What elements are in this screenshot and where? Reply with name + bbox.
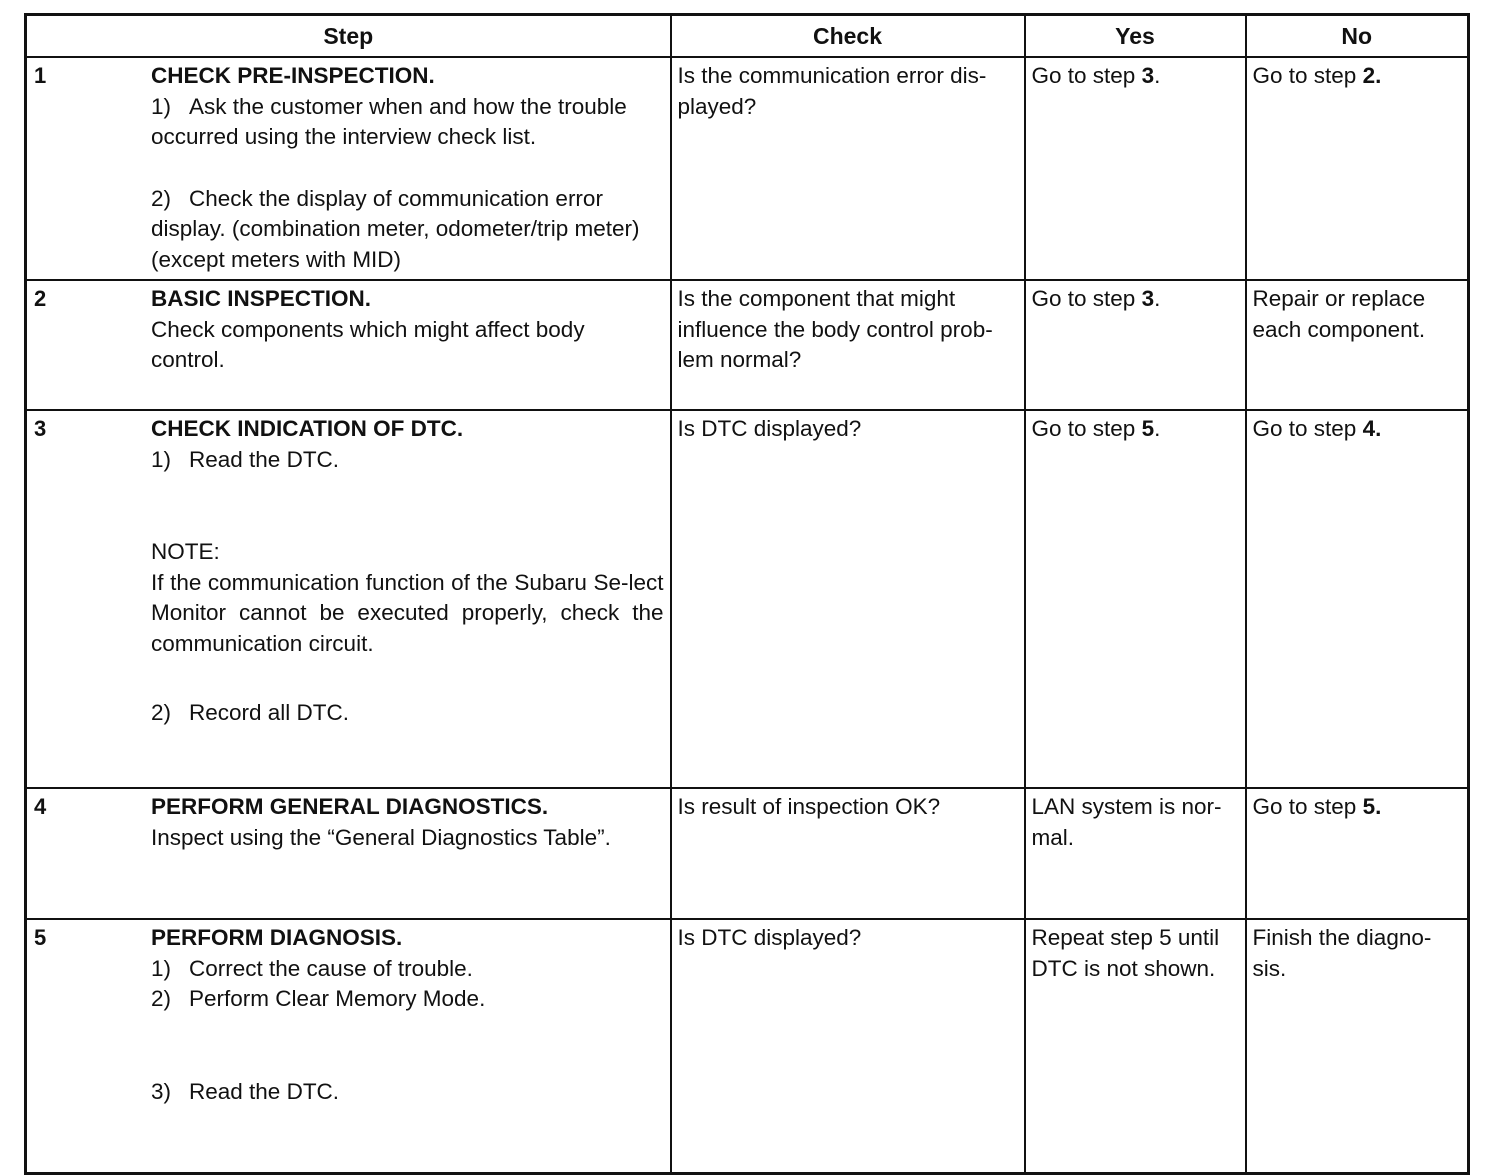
step-number: 5 (34, 925, 47, 950)
step-substep: 1) Ask the customer when and how the trouble occurred using the interview check list. (151, 93, 627, 149)
check-cell: Is DTC displayed? (671, 919, 1025, 1174)
yes-cell: Go to step 5. (1025, 410, 1246, 788)
no-cell: Go to step 5. (1246, 788, 1469, 919)
table-row (26, 410, 1469, 788)
check-cell: Is the communication error dis-played? (671, 57, 1025, 280)
table-row (26, 919, 1469, 1174)
table-row (26, 280, 1469, 410)
step-number: 3 (34, 416, 47, 441)
step-cell (26, 410, 671, 788)
step-cell (26, 280, 671, 410)
step-text: Check components which might affect body control. (151, 316, 585, 372)
step-cell (26, 57, 671, 280)
step-title: CHECK PRE-INSPECTION. (151, 63, 435, 88)
diagnostic-procedure-table (24, 13, 1470, 1175)
check-cell: Is result of inspection OK? (671, 788, 1025, 919)
step-cell (26, 919, 671, 1174)
step-substep: 1) Read the DTC. (151, 446, 340, 472)
step-title: CHECK INDICATION OF DTC. (151, 416, 464, 441)
header-check: Check (671, 15, 1025, 58)
table-row (26, 788, 1469, 919)
check-cell: Is DTC displayed? (671, 410, 1025, 788)
check-cell: Is the component that might influence the body control prob-lem normal? (671, 280, 1025, 410)
no-cell: Repair or replace each component. (1246, 280, 1469, 410)
step-substep: 3) Read the DTC. (151, 1078, 340, 1104)
step-title: BASIC INSPECTION. (151, 286, 372, 311)
note-text: If the communication function of the Subaru Se-lect Monitor cannot be executed properly, check the communication circuit. (151, 569, 664, 656)
yes-cell: Go to step 3. (1025, 57, 1246, 280)
yes-cell: Repeat step 5 until DTC is not shown. (1025, 919, 1246, 1174)
note-label: NOTE: (151, 539, 220, 564)
no-cell: Go to step 4. (1246, 410, 1469, 788)
yes-cell: LAN system is nor-mal. (1025, 788, 1246, 919)
step-number: 2 (34, 286, 47, 311)
step-substep: 2) Perform Clear Memory Mode. (151, 986, 486, 1011)
header-no: No (1246, 15, 1469, 58)
table-row (26, 57, 1469, 280)
no-cell: Finish the diagno-sis. (1246, 919, 1469, 1174)
no-cell: Go to step 2. (1246, 57, 1469, 280)
step-substep: 2) Check the display of communication error display. (combination meter, odometer/trip meter) (except meters with MID) (151, 185, 640, 272)
header-row (26, 15, 1469, 58)
step-number: 1 (34, 63, 47, 88)
step-title: PERFORM GENERAL DIAGNOSTICS. (151, 794, 549, 819)
step-text: Inspect using the “General Diagnostics Table”. (151, 824, 611, 850)
header-yes: Yes (1025, 15, 1246, 58)
header-step: Step (26, 15, 671, 58)
step-cell (26, 788, 671, 919)
step-substep: 2) Record all DTC. (151, 700, 350, 725)
step-title: PERFORM DIAGNOSIS. (151, 925, 403, 950)
step-substep: 1) Correct the cause of trouble. (151, 955, 473, 981)
step-number: 4 (34, 794, 47, 819)
yes-cell: Go to step 3. (1025, 280, 1246, 410)
